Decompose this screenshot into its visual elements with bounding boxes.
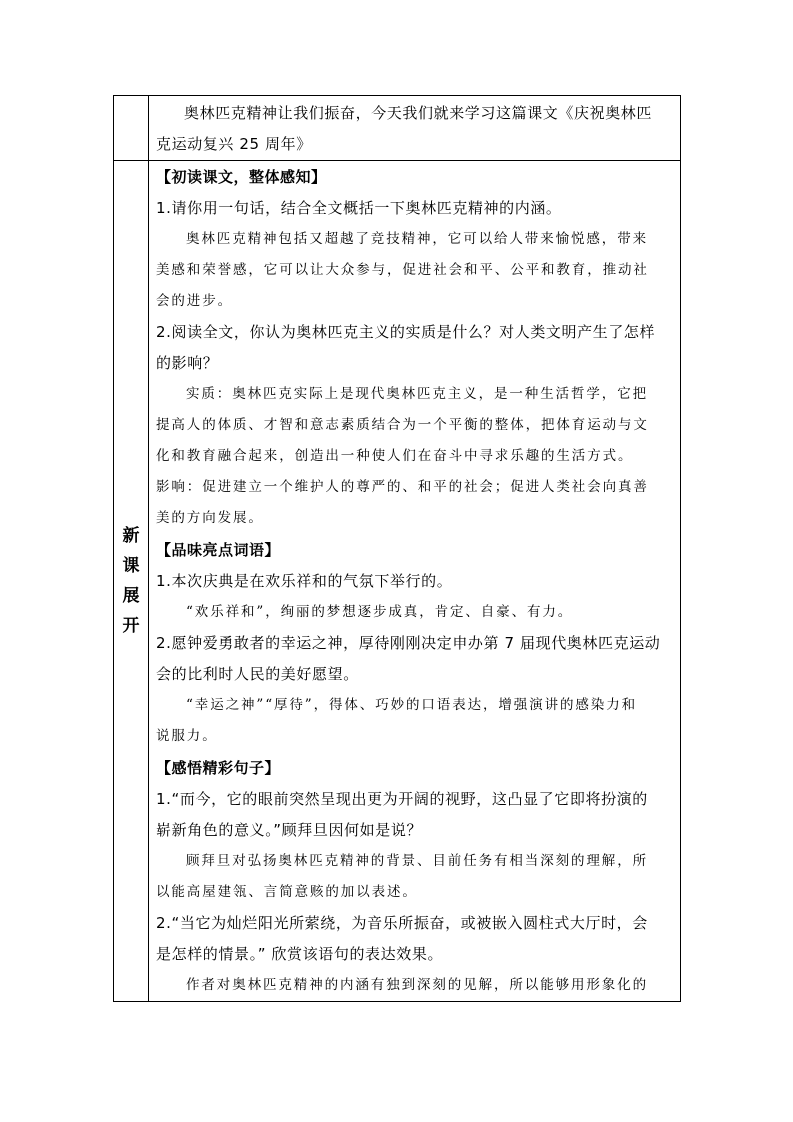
new-lesson-row <box>114 161 681 1002</box>
side-label-char: 开 <box>122 616 140 636</box>
question-line: 1.本次庆典是在欢乐祥和的气氛下举行的。 <box>156 572 453 590</box>
answer-line: “幸运之神”“厚待”，得体、巧妙的口语表达，增强演讲的感染力和 <box>186 697 638 713</box>
answer-line: 以能高屋建瓴、言简意赅的加以表述。 <box>156 884 418 900</box>
side-label-cell <box>114 161 149 1002</box>
question-line: 2.愿钟爱勇敢者的幸运之神，厚待刚刚决定申办第 7 届现代奥林匹克运动 <box>156 634 661 652</box>
answer-line: 影响：促进建立一个维护人的尊严的、和平的社会；促进人类社会向真善 <box>156 479 649 495</box>
side-label-char: 新 <box>122 526 140 546</box>
answer-line: 化和教育融合起来，创造出一种使人们在奋斗中寻求乐趣的生活方式。 <box>156 448 634 464</box>
question-line: 2.“当它为灿烂阳光所萦绕，为音乐所振奋，或被嵌入圆柱式大厅时，会 <box>156 914 648 932</box>
question-line: 2.阅读全文，你认为奥林匹克主义的实质是什么？对人类文明产生了怎样 <box>156 323 656 341</box>
answer-line: 提高人的体质、才智和意志素质结合为一个平衡的整体，把体育运动与文 <box>156 417 649 433</box>
answer-line: 奥林匹克精神包括又超越了竞技精神，它可以给人带来愉悦感，带来 <box>186 231 648 247</box>
section-heading: 【初读课文，整体感知】 <box>156 168 327 186</box>
answer-line: 实质：奥林匹克实际上是现代奥林匹克主义，是一种生活哲学，它把 <box>186 386 648 402</box>
intro-line-1: 奥林匹克精神让我们振奋，今天我们就来学习这篇课文《庆祝奥林匹 <box>184 104 653 122</box>
section-heading: 【感悟精彩句子】 <box>156 759 281 777</box>
intro-content-cell <box>149 96 681 161</box>
question-line: 1.“而今，它的眼前突然呈现出更为开阔的视野，这凸显了它即将扮演的 <box>156 790 648 808</box>
question-line: 崭新角色的意义。”顾拜旦因何如是说？ <box>156 821 423 839</box>
lesson-content-cell <box>149 161 681 1002</box>
side-label-char: 课 <box>122 556 140 576</box>
intro-line-2: 克运动复兴 25 周年》 <box>156 135 312 153</box>
intro-row <box>114 96 681 161</box>
answer-line: 会的进步。 <box>156 293 233 309</box>
answer-line: 顾拜旦对弘扬奥林匹克精神的背景、目前任务有相当深刻的理解，所 <box>186 853 648 869</box>
question-line: 的影响？ <box>156 354 219 372</box>
answer-line: “欢乐祥和”，绚丽的梦想逐步成真，肯定、自豪、有力。 <box>186 604 574 620</box>
answer-line: 作者对奥林匹克精神的内涵有独到深刻的见解，所以能够用形象化的 <box>186 977 648 993</box>
intro-label-cell <box>114 96 149 161</box>
side-label-char: 展 <box>122 586 140 606</box>
answer-line: 说服力。 <box>156 728 218 744</box>
question-line: 会的比利时人民的美好愿望。 <box>156 665 359 683</box>
side-label <box>121 521 141 641</box>
lesson-table <box>113 95 681 1002</box>
question-line: 1.请你用一句话，结合全文概括一下奥林匹克精神的内涵。 <box>156 199 562 217</box>
answer-line: 美的方向发展。 <box>156 510 264 526</box>
section-heading: 【品味亮点词语】 <box>156 541 281 559</box>
answer-line: 美感和荣誉感，它可以让大众参与，促进社会和平、公平和教育，推动社 <box>156 262 649 278</box>
question-line: 是怎样的情景。” 欣赏该语句的表达效果。 <box>156 945 444 963</box>
